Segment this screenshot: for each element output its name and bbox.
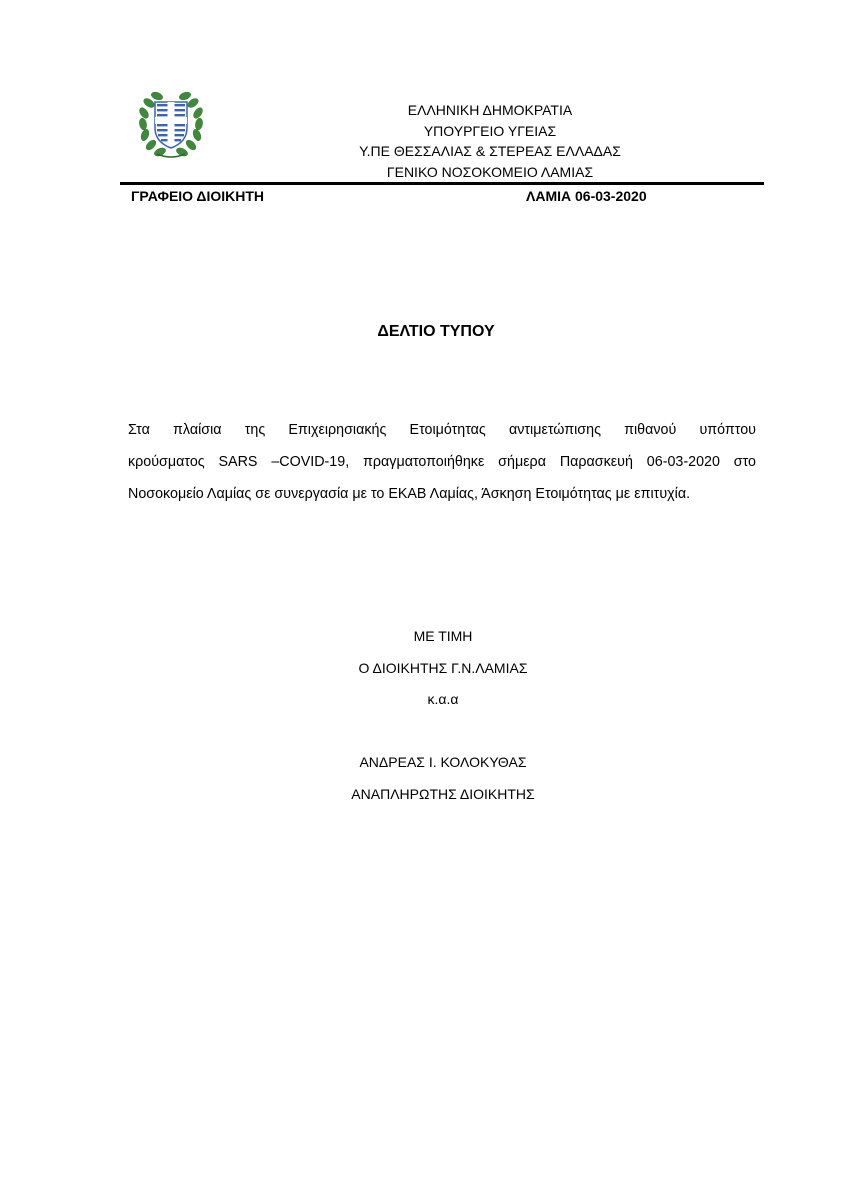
signature-role: Ο ΔΙΟΙΚΗΤΗΣ Γ.Ν.ΛΑΜΙΑΣ	[358, 660, 528, 676]
signature-position: ΑΝΑΠΛΗΡΩΤΗΣ ΔΙΟΙΚΗΤΗΣ	[351, 786, 535, 802]
body-line: Νοσοκομείο Λαμίας σε συνεργασία με το ΕΚΑΒ Λαμίας, Άσκηση Ετοιμότητας με επιτυχία.	[128, 486, 691, 502]
signature-kaa: κ.α.α	[427, 691, 459, 707]
letterhead	[340, 100, 640, 182]
header-divider	[120, 182, 764, 185]
greek-coat-of-arms-icon	[133, 84, 209, 160]
letterhead-line-region: Υ.ΠΕ ΘΕΣΣΑΛΙΑΣ & ΣΤΕΡΕΑΣ ΕΛΛΑΔΑΣ	[359, 143, 621, 159]
body-paragraph	[128, 414, 756, 510]
office-label: ΓΡΑΦΕΙΟ ΔΙΟΙΚΗΤΗ	[131, 188, 265, 204]
letterhead-line-hospital: ΓΕΝΙΚΟ ΝΟΣΟΚΟΜΕΙΟ ΛΑΜΙΑΣ	[386, 163, 594, 180]
document-title: ΔΕΛΤΙΟ ΤΥΠΟΥ	[377, 323, 495, 340]
letterhead-line-ministry: ΥΠΟΥΡΓΕΙΟ ΥΓΕΙΑΣ	[423, 122, 557, 139]
letterhead-line-republic: ΕΛΛΗΝΙΚΗ ΔΗΜΟΚΡΑΤΙΑ	[407, 102, 573, 118]
document-date: ΛΑΜΙΑ 06-03-2020	[526, 188, 647, 204]
body-line: κρούσματος SARS –COVID-19, πραγματοποιήθηκε σήμερα Παρασκευή 06-03-2020 στο	[128, 454, 756, 470]
body-line: Στα πλαίσια της Επιχειρησιακής Ετοιμότητας αντιμετώπισης πιθανού υπόπτου	[128, 422, 756, 438]
signature-closing: ΜΕ ΤΙΜΗ	[413, 628, 473, 644]
signature-name: ΑΝΔΡΕΑΣ Ι. ΚΟΛΟΚΥΘΑΣ	[359, 754, 527, 770]
